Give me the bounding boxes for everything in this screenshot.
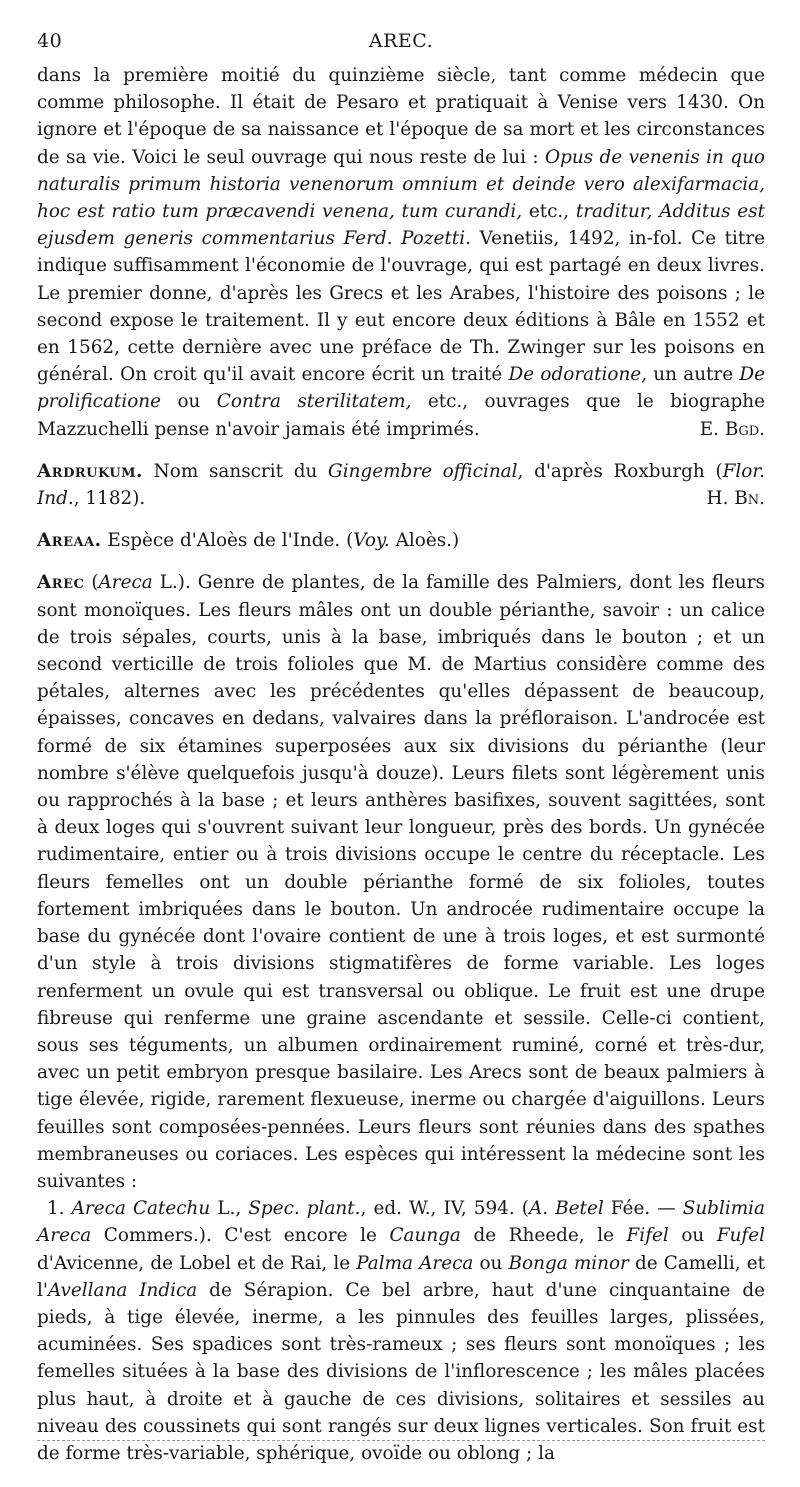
entry-text: ou xyxy=(161,391,217,413)
italic-term: Fufel xyxy=(716,1225,765,1247)
italic-term: Areca xyxy=(98,572,153,594)
author-signature: E. Bgd. xyxy=(699,418,765,440)
entry-text: Fée. — xyxy=(603,1198,683,1220)
entry-text: de Sérapion. Ce bel arbre, haut d'une cinquantaine de pieds, à tige élevée, inerme, a les pinnules des feuilles larges, plissées, acuminées. Ses spadices sont très-rameux ; ses fleurs sont monoïques ; les femelles situées à la base des divisions de l'inflorescence ; les mâles placées plus haut, à droite et à gauche de ces divisions, solitaires et sessiles au niveau des coussinets qui sont rangés sur deux lignes verticales. Son fruit est de forme très-variable, sphérique, ovoïde ou oblong ; la xyxy=(37,1279,766,1464)
entry-text: L., xyxy=(210,1198,249,1220)
italic-term: A. Betel xyxy=(528,1198,604,1220)
italic-term: Flor. Ind. xyxy=(37,460,765,510)
species-number: 1. xyxy=(47,1198,65,1220)
italic-term: Avellana Indica xyxy=(47,1279,198,1301)
entry-text: un autre xyxy=(647,364,740,386)
book-title: Opus de venenis in quo naturalis primum historia venenorum omnium et deinde vero alexifarmacia, hoc est ratio tum præcavendi venena, tum curandi, xyxy=(37,146,765,223)
entry-text: d'Avicenne, de Lobel et de Rai, le xyxy=(37,1252,357,1274)
book-title: traditur, Additus est ejusdem generis commentarius Ferd. Pozetti. xyxy=(37,201,765,250)
headword: Arec xyxy=(37,572,85,594)
italic-term: Palma Areca xyxy=(356,1252,474,1274)
italic-term: Bonga minor xyxy=(508,1252,629,1274)
entry-areaa xyxy=(37,527,765,554)
entry-text: , 1182). xyxy=(73,488,146,510)
running-head xyxy=(37,30,765,56)
book-title: De odoratione, xyxy=(508,364,648,386)
entry-text: ou xyxy=(473,1252,509,1274)
entry-text: ou xyxy=(668,1225,717,1247)
entry-arec xyxy=(37,569,765,1195)
italic-term: Fifel xyxy=(626,1225,669,1247)
book-title: De prolificatione xyxy=(37,364,765,413)
book-title: Contra sterilitatem, xyxy=(216,391,412,413)
running-title: AREC. xyxy=(368,30,434,52)
italic-term: Voy. xyxy=(353,530,390,552)
entry-text: Venetiis, 1492, in-fol. Ce titre indique suffisamment l'économie de l'ouvrage, qui est partagé en deux livres. Le premier donne, d'après les Grecs et les Arabes, l'histoire des poisons ; le second expose le traitement. Il y eut encore deux éditions à Bâle en 1552 et en 1562, cette dernière avec une préface de Th. Zwinger sur les poisons en général. On croit qu'il avait encore écrit un traité xyxy=(37,228,766,386)
entry-text: Aloès.) xyxy=(389,530,460,552)
entry-text: , d'après Roxburgh ( xyxy=(517,460,723,482)
entry-continuation xyxy=(37,62,765,443)
entry-text: ( xyxy=(84,572,99,594)
entry-text: dans la première moitié du quinzième siècle, tant comme médecin que comme philosophe. Il était de Pesaro et pratiquait à Venise vers 1430. On ignore et l'époque de sa naissance et l'époque de sa mort et les circonstances de sa vie. Voici le seul ouvrage qui nous reste de lui : xyxy=(37,65,765,168)
headword: Areaa. xyxy=(37,530,102,552)
entry-text: L.). Genre de plantes, de la famille des Palmiers, dont les fleurs sont monoïques. Les fleurs mâles ont un double périanthe, savoir : un calice de trois sépales, courts, unis à la base, imbriqués dans le bouton ; et un second verticille de trois folioles que M. de Martius considère comme des pétales, alternes avec les précédentes qu'elles dépassent de beaucoup, épaisses, concaves en dedans, valvaires dans la préfloraison. L'androcée est formé de six étamines superposées aux six divisions du périanthe (leur nombre s'élève quelquefois jusqu'à douze). Leurs filets sont légèrement unis ou rapprochés à la base ; et leurs anthères basifixes, souvent sagittées, sont à deux loges qui s'ouvrent suivant leur longueur, près des bords. Un gynécée rudimentaire, entier ou à trois divisions occupe le centre du réceptacle. Les fleurs femelles ont un double périanthe formé de six folioles, toutes fortement imbriquées dans le bouton. Un androcée rudimentaire occupe la base du gynécée dont l'ovaire contient de une à trois loges, et est surmonté d'un style à trois divisions stigmatifères de forme variable. Les loges renferment un ovule qui est transversal ou oblique. Le fruit est une drupe fibreuse qui renferme une graine ascendante et sessile. Celle-ci contient, sous ses téguments, un albumen ordinairement ruminé, corné et très-dur, avec un petit embryon presque basilaire. Les Arecs sont de beaux palmiers à tige élevée, rigide, rarement flexueuse, inerme ou chargée d'aiguillons. Leurs feuilles sont composées-pennées. Leurs fleurs sont réunies dans des spathes membraneuses ou coriaces. Les espèces qui intéressent la médecine sont les suivantes : xyxy=(37,572,765,1192)
author-signature: H. Bn. xyxy=(706,488,765,510)
entry-text: Commers.). C'est encore le xyxy=(91,1225,390,1247)
entry-text: , ed. W., IV, 594. ( xyxy=(360,1198,529,1220)
italic-term: Caunga xyxy=(389,1225,461,1247)
text-block xyxy=(37,62,765,1467)
entry-text: de Camelli, et l' xyxy=(37,1252,765,1301)
species-paragraph xyxy=(37,1195,765,1467)
entry-text: etc., ouvrages que le biographe Mazzuchelli pense n'avoir jamais été imprimés. xyxy=(37,391,766,440)
entry-text: de Rheede, le xyxy=(460,1225,627,1247)
italic-term: Gingembre officinal xyxy=(328,460,518,482)
italic-term: Spec. plant. xyxy=(248,1198,361,1220)
entry-text: Espèce d'Aloès de l'Inde. ( xyxy=(101,530,354,552)
footer-rule xyxy=(37,1440,765,1441)
entry-text: Nom sanscrit du xyxy=(142,460,329,482)
page-number: 40 xyxy=(37,30,63,52)
species-name: Areca Catechu xyxy=(71,1198,211,1220)
entry-text: etc., xyxy=(522,201,576,223)
headword: Ardrukum. xyxy=(37,460,143,482)
entry-ardrukum xyxy=(37,458,765,512)
italic-term: Sublimia Areca xyxy=(37,1198,765,1247)
